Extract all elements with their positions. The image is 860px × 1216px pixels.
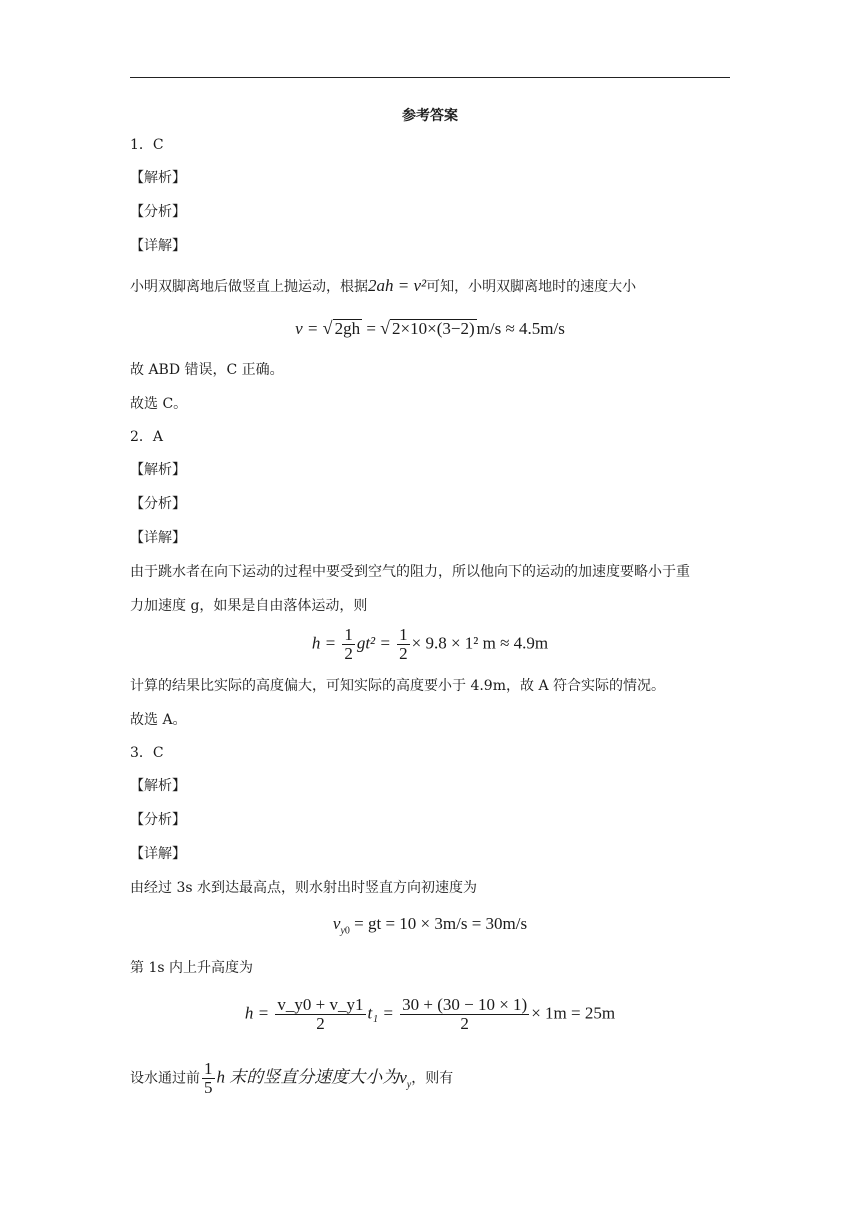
page-title: 参考答案 <box>402 108 458 124</box>
q1-jiexi: 【解析】 <box>130 170 186 186</box>
q1-inline-formula: 2ah = v² <box>368 276 427 295</box>
q3-fenxi: 【分析】 <box>130 812 186 828</box>
q2-answer: 2．A <box>130 429 164 445</box>
q1-text1: 小明双脚离地后做竖直上抛运动，根据2ah = v²可知，小明双脚离地时的速度大小 <box>130 276 637 295</box>
q2-text2: 力加速度 g，如果是自由落体运动，则 <box>130 598 368 614</box>
q2-text3: 计算的结果比实际的高度偏大，可知实际的高度要小于 4.9m，故 A 符合实际的情况。 <box>130 678 665 694</box>
q3-jiexi: 【解析】 <box>130 778 186 794</box>
q1-xiangjie: 【详解】 <box>130 238 186 254</box>
q2-text1: 由于跳水者在向下运动的过程中要受到空气的阻力，所以他向下的运动的加速度要略小于重 <box>130 564 690 580</box>
q2-text4: 故选 A。 <box>130 712 187 728</box>
q3-xiangjie: 【详解】 <box>130 846 186 862</box>
q3-text1: 由经过 3s 水到达最高点，则水射出时竖直方向初速度为 <box>130 880 477 896</box>
q3-text3: 设水通过前 $\frac{1}{5}$ h 末的竖直分速度大小为$v_y$，则有 <box>130 1059 454 1097</box>
q1-text2: 故 ABD 错误，C 正确。 <box>130 362 284 378</box>
q2-equation: h = $\frac{1}{2}$ gt² = $\frac{1}{2}$ × 9.8 × 1² m ≈ 4.9m <box>311 625 549 663</box>
q1-equation: v = √ 2gh = √ 2×10×(3−2) m/s ≈ 4.5m/s <box>295 318 565 338</box>
q3-equation1: $v_{y0}$ = gt = 10 × 3m/s = 30m/s <box>332 914 528 937</box>
q3-answer: 3．C <box>130 745 164 761</box>
header-rule <box>130 77 730 78</box>
q2-jiexi: 【解析】 <box>130 462 186 478</box>
q2-fenxi: 【分析】 <box>130 496 186 512</box>
q1-fenxi: 【分析】 <box>130 204 186 220</box>
q1-text3: 故选 C。 <box>130 396 188 412</box>
q3-equation2: h = $\frac{v\_y0 + v\_y1}{2}$ t₁ = $\frac{30 + (30 - 10 \times 1)}{2}$ × 1m = 25m <box>244 995 616 1033</box>
q1-answer: 1．C <box>130 137 164 153</box>
q3-text2: 第 1s 内上升高度为 <box>130 960 253 976</box>
q2-xiangjie: 【详解】 <box>130 530 186 546</box>
